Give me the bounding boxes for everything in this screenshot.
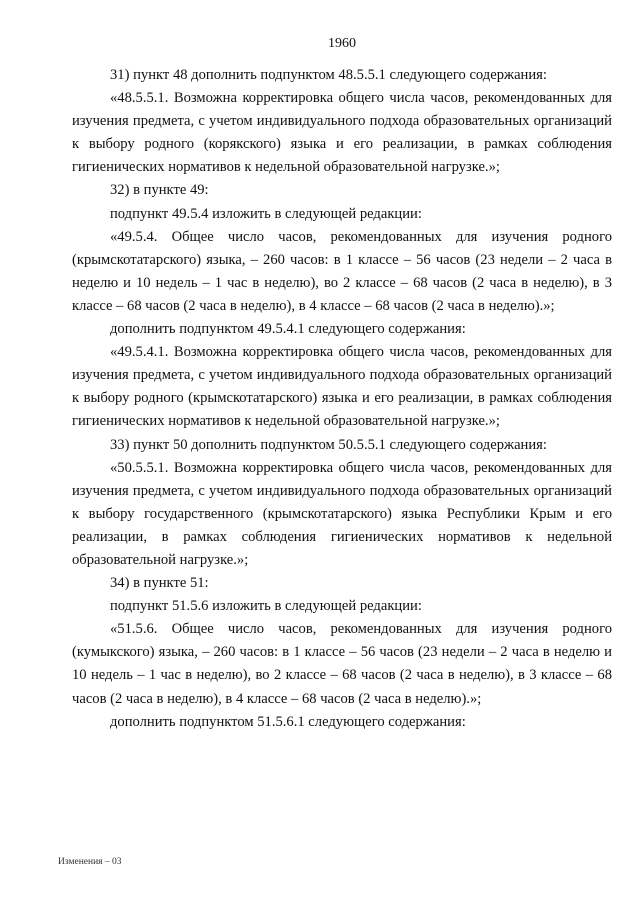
paragraph-51-5-6: «51.5.6. Общее число часов, рекомендованных для изучения родного (кумыкского) языка, – 260 часов: в 1 классе – 56 часов (23 недели – 2 часа в неделю и 10 недель – 1 час в неделю), во 2 классе – 68 часов (2 часа в неделю), в 3 классе – 68 часов (2 часа в неделю), в 4 классе – 68 часов (2 часа в неделю).»;: [72, 621, 612, 707]
paragraph-33: 33) пункт 50 дополнить подпунктом 50.5.5.1 следующего содержания:: [110, 436, 547, 453]
paragraph-49-5-4: «49.5.4. Общее число часов, рекомендованных для изучения родного (крымскотатарского) языка, – 260 часов: в 1 классе – 56 часов (23 недели – 2 часа в неделю и 10 недель – 1 час в неделю), во 2 классе – 68 часов (2 часа в неделю), в 3 классе – 68 часов (2 часа в неделю), в 4 классе – 68 часов (2 часа в неделю).»;: [72, 228, 612, 314]
page-number: 1960: [328, 36, 356, 51]
footer-revision: Изменения – 03: [58, 857, 122, 867]
paragraph-51-5-6-intro: подпункт 51.5.6 изложить в следующей редакции:: [110, 598, 422, 615]
paragraph-32: 32) в пункте 49:: [110, 182, 209, 199]
paragraph-50-5-5-1: «50.5.5.1. Возможна корректировка общего числа часов, рекомендованных для изучения предмета, с учетом индивидуального подхода образовательных организаций к выбору государственного (крымскотатарского) языка Республики Крым и его реализации, в рамках соблюдения гигиенических нормативов к недельной образовательной нагрузке.»;: [72, 459, 612, 568]
paragraph-31: 31) пункт 48 дополнить подпунктом 48.5.5.1 следующего содержания:: [110, 67, 547, 83]
paragraph-49-5-4-intro: подпункт 49.5.4 изложить в следующей редакции:: [110, 205, 422, 222]
paragraph-49-5-4-1-intro: дополнить подпунктом 49.5.4.1 следующего содержания:: [110, 321, 466, 338]
paragraph-34: 34) в пункте 51:: [110, 575, 209, 592]
paragraph-48-5-5-1: «48.5.5.1. Возможна корректировка общего числа часов, рекомендованных для изучения предмета, с учетом индивидуального подхода образовательных организаций к выбору родного (корякского) языка и его реализации, в рамках соблюдения гигиенических нормативов к недельной образовательной нагрузке.»;: [72, 90, 612, 176]
document-body: [72, 64, 612, 734]
paragraph-49-5-4-1: «49.5.4.1. Возможна корректировка общего числа часов, рекомендованных для изучения предмета, с учетом индивидуального подхода образовательных организаций к выбору родного (крымскотатарского) языка и его реализации, в рамках соблюдения гигиенических нормативов к недельной образовательной нагрузке.»;: [72, 344, 612, 430]
paragraph-51-5-6-1-intro: дополнить подпунктом 51.5.6.1 следующего содержания:: [110, 713, 466, 730]
